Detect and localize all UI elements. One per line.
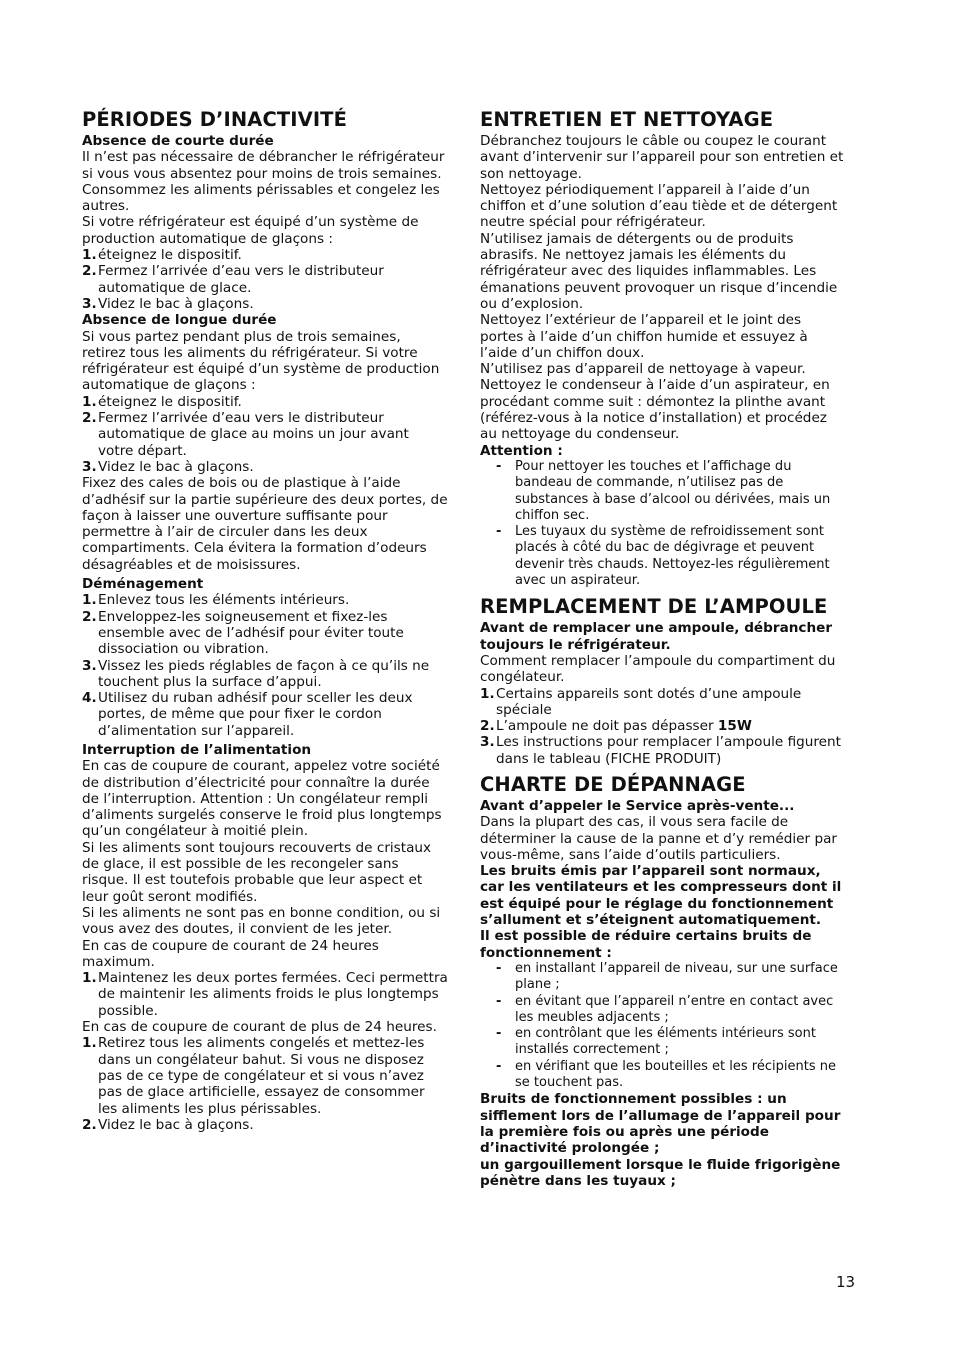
list-item <box>480 459 846 524</box>
bullet-text: en vérifiant que les bouteilles et les récipients ne se touchent pas. <box>515 1058 836 1091</box>
attention-label: Attention : <box>480 442 563 459</box>
step-number: 1. <box>480 685 495 702</box>
bullet-text: Pour nettoyer les touches et l’affichage du bandeau de commande, n’utilisez pas de substances à base d’alcool ou dérivées, mais un chiffon sec. <box>515 458 831 523</box>
step-text: Fermez l’arrivée d’eau vers le distributeur automatique de glace au moins un jour avant votre départ. <box>98 410 409 459</box>
paragraph: En cas de coupure de courant, appelez votre société de distribution d’électricité pour connaître la durée de l’interruption. Attention : Un congélateur rempli d’aliments surgelés conserve le froid plus longtemps qu’un congélateur à moitié plein. <box>82 758 442 840</box>
step-number: 2. <box>82 263 97 280</box>
subheading-moving: Déménagement <box>82 576 204 593</box>
list-item <box>82 296 448 312</box>
paragraph: N’utilisez pas d’appareil de nettoyage à vapeur. <box>480 361 806 378</box>
power-cut-steps-long <box>82 1035 448 1133</box>
paragraph: Si les aliments sont toujours recouverts de cristaux de glace, il est possible de les recongeler sans risque. Il est toutefois probable que leur aspect et leur goût seront modifiés. <box>82 839 432 905</box>
long-absence-steps <box>82 394 448 475</box>
list-item <box>82 1035 448 1116</box>
section-title-troubleshooting: CHARTE DE DÉPANNAGE <box>480 772 746 796</box>
step-text: Enveloppez-les soigneusement et fixez-les ensemble avec de l’adhésif pour éviter toute dissociation ou vibration. <box>98 608 404 658</box>
list-item <box>480 524 846 589</box>
list-item <box>82 690 448 739</box>
power-cut-steps-short <box>82 970 448 1019</box>
list-item <box>82 658 448 691</box>
list-item <box>82 394 448 410</box>
step-text: éteignez le dispositif. <box>98 393 242 410</box>
step-text: Videz le bac à glaçons. <box>98 1116 254 1133</box>
step-text: Vissez les pieds réglables de façon à ce qu’ils ne touchent plus la surface d’appui. <box>98 657 430 690</box>
dash-bullet-icon: - <box>496 524 502 540</box>
bullet-text: Les tuyaux du système de refroidissement sont placés à côté du bac de dégivrage et peuvent devenir très chauds. Nettoyez-les régulièrement avec un aspirateur. <box>515 524 830 589</box>
short-absence-steps <box>82 247 448 312</box>
step-number: 1. <box>82 393 97 410</box>
list-item <box>480 994 846 1027</box>
attention-list <box>480 459 846 589</box>
step-number: 3. <box>82 458 97 475</box>
step-number: 2. <box>82 608 97 625</box>
step-text: L’ampoule ne doit pas dépasser <box>496 718 718 735</box>
step-text: Retirez tous les aliments congelés et mettez-les dans un congélateur bahut. Si vous ne disposez pas de ce type de congélateur et si vous n’avez pas de glace artificielle, essayez de consommer les aliments les plus périssables. <box>98 1035 425 1117</box>
list-item <box>480 718 846 734</box>
list-item <box>480 1026 846 1059</box>
bullet-text: en installant l’appareil de niveau, sur une surface plane ; <box>515 960 838 993</box>
list-item <box>82 970 448 1019</box>
paragraph: Fixez des cales de bois ou de plastique à l’aide d’adhésif sur la partie supérieure des deux portes, de façon à laisser une ouverture suffisante pour permettre à l’air de circuler dans les deux compartiments. Cela évitera la formation d’odeurs désagréables et de moisissures. <box>82 475 448 573</box>
step-number: 2. <box>82 1116 97 1133</box>
subheading-short-absence: Absence de courte durée <box>82 133 274 149</box>
step-number: 1. <box>82 970 97 987</box>
noise-normal-note: Les bruits émis par l’appareil sont normaux, car les ventilateurs et les compresseurs dont il est équipé pour le réglage du fonctionnement s’allument et s’éteignent automatiquement. <box>480 863 842 929</box>
paragraph: En cas de coupure de courant de plus de 24 heures. <box>82 1019 437 1036</box>
list-item <box>82 263 448 296</box>
bullet-text: en contrôlant que les éléments intérieurs sont installés correctement ; <box>515 1026 816 1058</box>
section-title-inactivity: PÉRIODES D’INACTIVITÉ <box>82 108 347 131</box>
right-column <box>480 108 846 1189</box>
section-maintenance <box>480 108 846 589</box>
before-call-label: Avant d’appeler le Service après-vente... <box>480 797 795 814</box>
step-number: 4. <box>82 690 97 707</box>
step-number: 2. <box>82 410 97 427</box>
step-number: 3. <box>480 734 495 751</box>
step-text: Certains appareils sont dotés d’une ampoule spéciale <box>496 685 802 718</box>
moving-steps <box>82 592 448 739</box>
dash-bullet-icon: - <box>496 960 502 976</box>
paragraph: Si vous partez pendant plus de trois semaines, retirez tous les aliments du réfrigérateur. Si votre réfrigérateur est équipé d’un système de production automatique de glaçons : <box>82 328 440 394</box>
step-number: 2. <box>480 718 495 735</box>
step-text: Maintenez les deux portes fermées. Ceci permettra de maintenir les aliments froids le plus longtemps possible. <box>98 970 448 1019</box>
dash-bullet-icon: - <box>496 1058 502 1074</box>
possible-noises: Bruits de fonctionnement possibles : un sifflement lors de l’allumage de l’appareil pour la première fois ou après une période d’inactivité prolongée ; <box>480 1091 841 1157</box>
step-text: Videz le bac à glaçons. <box>98 295 254 312</box>
left-column <box>82 108 448 1133</box>
step-text: éteignez le dispositif. <box>98 247 242 264</box>
step-number: 3. <box>82 295 97 312</box>
step-number: 1. <box>82 247 97 264</box>
paragraph: Comment remplacer l’ampoule du compartiment du congélateur. <box>480 652 836 686</box>
paragraph: Nettoyez périodiquement l’appareil à l’aide d’un chiffon et d’une solution d’eau tiède et de détergent neutre spécial pour réfrigérateur. <box>480 181 838 231</box>
paragraph: Nettoyez l’extérieur de l’appareil et le joint des portes à l’aide d’un chiffon humide et essuyez à l’aide d’un chiffon doux. <box>480 312 808 361</box>
paragraph: N’utilisez jamais de détergents ou de produits abrasifs. Ne nettoyez jamais les éléments du réfrigérateur avec des liquides inflammables. Les émanations peuvent provoquer un risque d’incendie ou d’explosion. <box>480 230 838 312</box>
bulb-warning: Avant de remplacer une ampoule, débrancher toujours le réfrigérateur. <box>480 620 833 653</box>
paragraph: Débranchez toujours le câble ou coupez le courant avant d’intervenir sur l’appareil pour son entretien et son nettoyage. <box>480 133 844 182</box>
list-item <box>480 1059 846 1092</box>
dash-bullet-icon: - <box>496 1026 502 1042</box>
step-text: Videz le bac à glaçons. <box>98 458 254 475</box>
section-bulb <box>480 595 846 767</box>
paragraph: Nettoyez le condenseur à l’aide d’un aspirateur, en procédant comme suit : démontez la plinthe avant (référez-vous à la notice d’installation) et procédez au nettoyage du condenseur. <box>480 377 830 443</box>
section-title-bulb: REMPLACEMENT DE L’AMPOULE <box>480 595 828 619</box>
list-item <box>480 961 846 994</box>
reduce-noise-label: Il est possible de réduire certains bruits de fonctionnement : <box>480 928 812 961</box>
list-item <box>82 410 448 459</box>
paragraph: Il n’est pas nécessaire de débrancher le réfrigérateur si vous vous absentez pour moins de trois semaines. <box>82 149 445 182</box>
reduce-noise-list <box>480 961 846 1091</box>
list-item <box>82 609 448 658</box>
list-item <box>480 734 846 767</box>
list-item <box>82 459 448 475</box>
paragraph: Consommez les aliments périssables et congelez les autres. <box>82 181 440 215</box>
paragraph: Si les aliments ne sont pas en bonne condition, ou si vous avez des doutes, il convient de les jeter. <box>82 904 441 938</box>
dash-bullet-icon: - <box>496 458 502 474</box>
step-text: Utilisez du ruban adhésif pour sceller les deux portes, de même que pour fixer le cordon d’alimentation sur l’appareil. <box>98 690 413 739</box>
list-item <box>82 1117 448 1133</box>
subheading-power-cut: Interruption de l’alimentation <box>82 741 312 758</box>
page-number: 13 <box>836 1273 856 1291</box>
step-text: Fermez l’arrivée d’eau vers le distributeur automatique de glace. <box>98 263 384 296</box>
step-number: 1. <box>82 592 97 609</box>
dash-bullet-icon: - <box>496 993 502 1009</box>
list-item <box>480 686 846 719</box>
section-troubleshooting <box>480 773 846 1189</box>
bulb-steps <box>480 686 846 767</box>
list-item <box>82 247 448 263</box>
subheading-long-absence: Absence de longue durée <box>82 312 277 329</box>
wattage-value: 15W <box>717 718 752 735</box>
step-number: 3. <box>82 657 97 674</box>
step-text: Les instructions pour remplacer l’ampoule figurent dans le tableau (FICHE PRODUIT) <box>496 734 841 767</box>
section-title-maintenance: ENTRETIEN ET NETTOYAGE <box>480 108 774 131</box>
section-inactivity <box>82 108 448 1133</box>
paragraph: Dans la plupart des cas, il vous sera facile de déterminer la cause de la panne et d’y remédier par vous-même, sans l’aide d’outils particuliers. <box>480 814 837 863</box>
list-item <box>82 592 448 608</box>
step-text: Enlevez tous les éléments intérieurs. <box>98 592 350 609</box>
paragraph: Si votre réfrigérateur est équipé d’un système de production automatique de glaçons : <box>82 214 419 247</box>
bullet-text: en évitant que l’appareil n’entre en contact avec les meubles adjacents ; <box>515 993 834 1025</box>
paragraph: En cas de coupure de courant de 24 heures maximum. <box>82 937 379 970</box>
step-number: 1. <box>82 1035 97 1052</box>
gurgling-noise: un gargouillement lorsque le fluide frigorigène pénètre dans les tuyaux ; <box>480 1156 841 1189</box>
